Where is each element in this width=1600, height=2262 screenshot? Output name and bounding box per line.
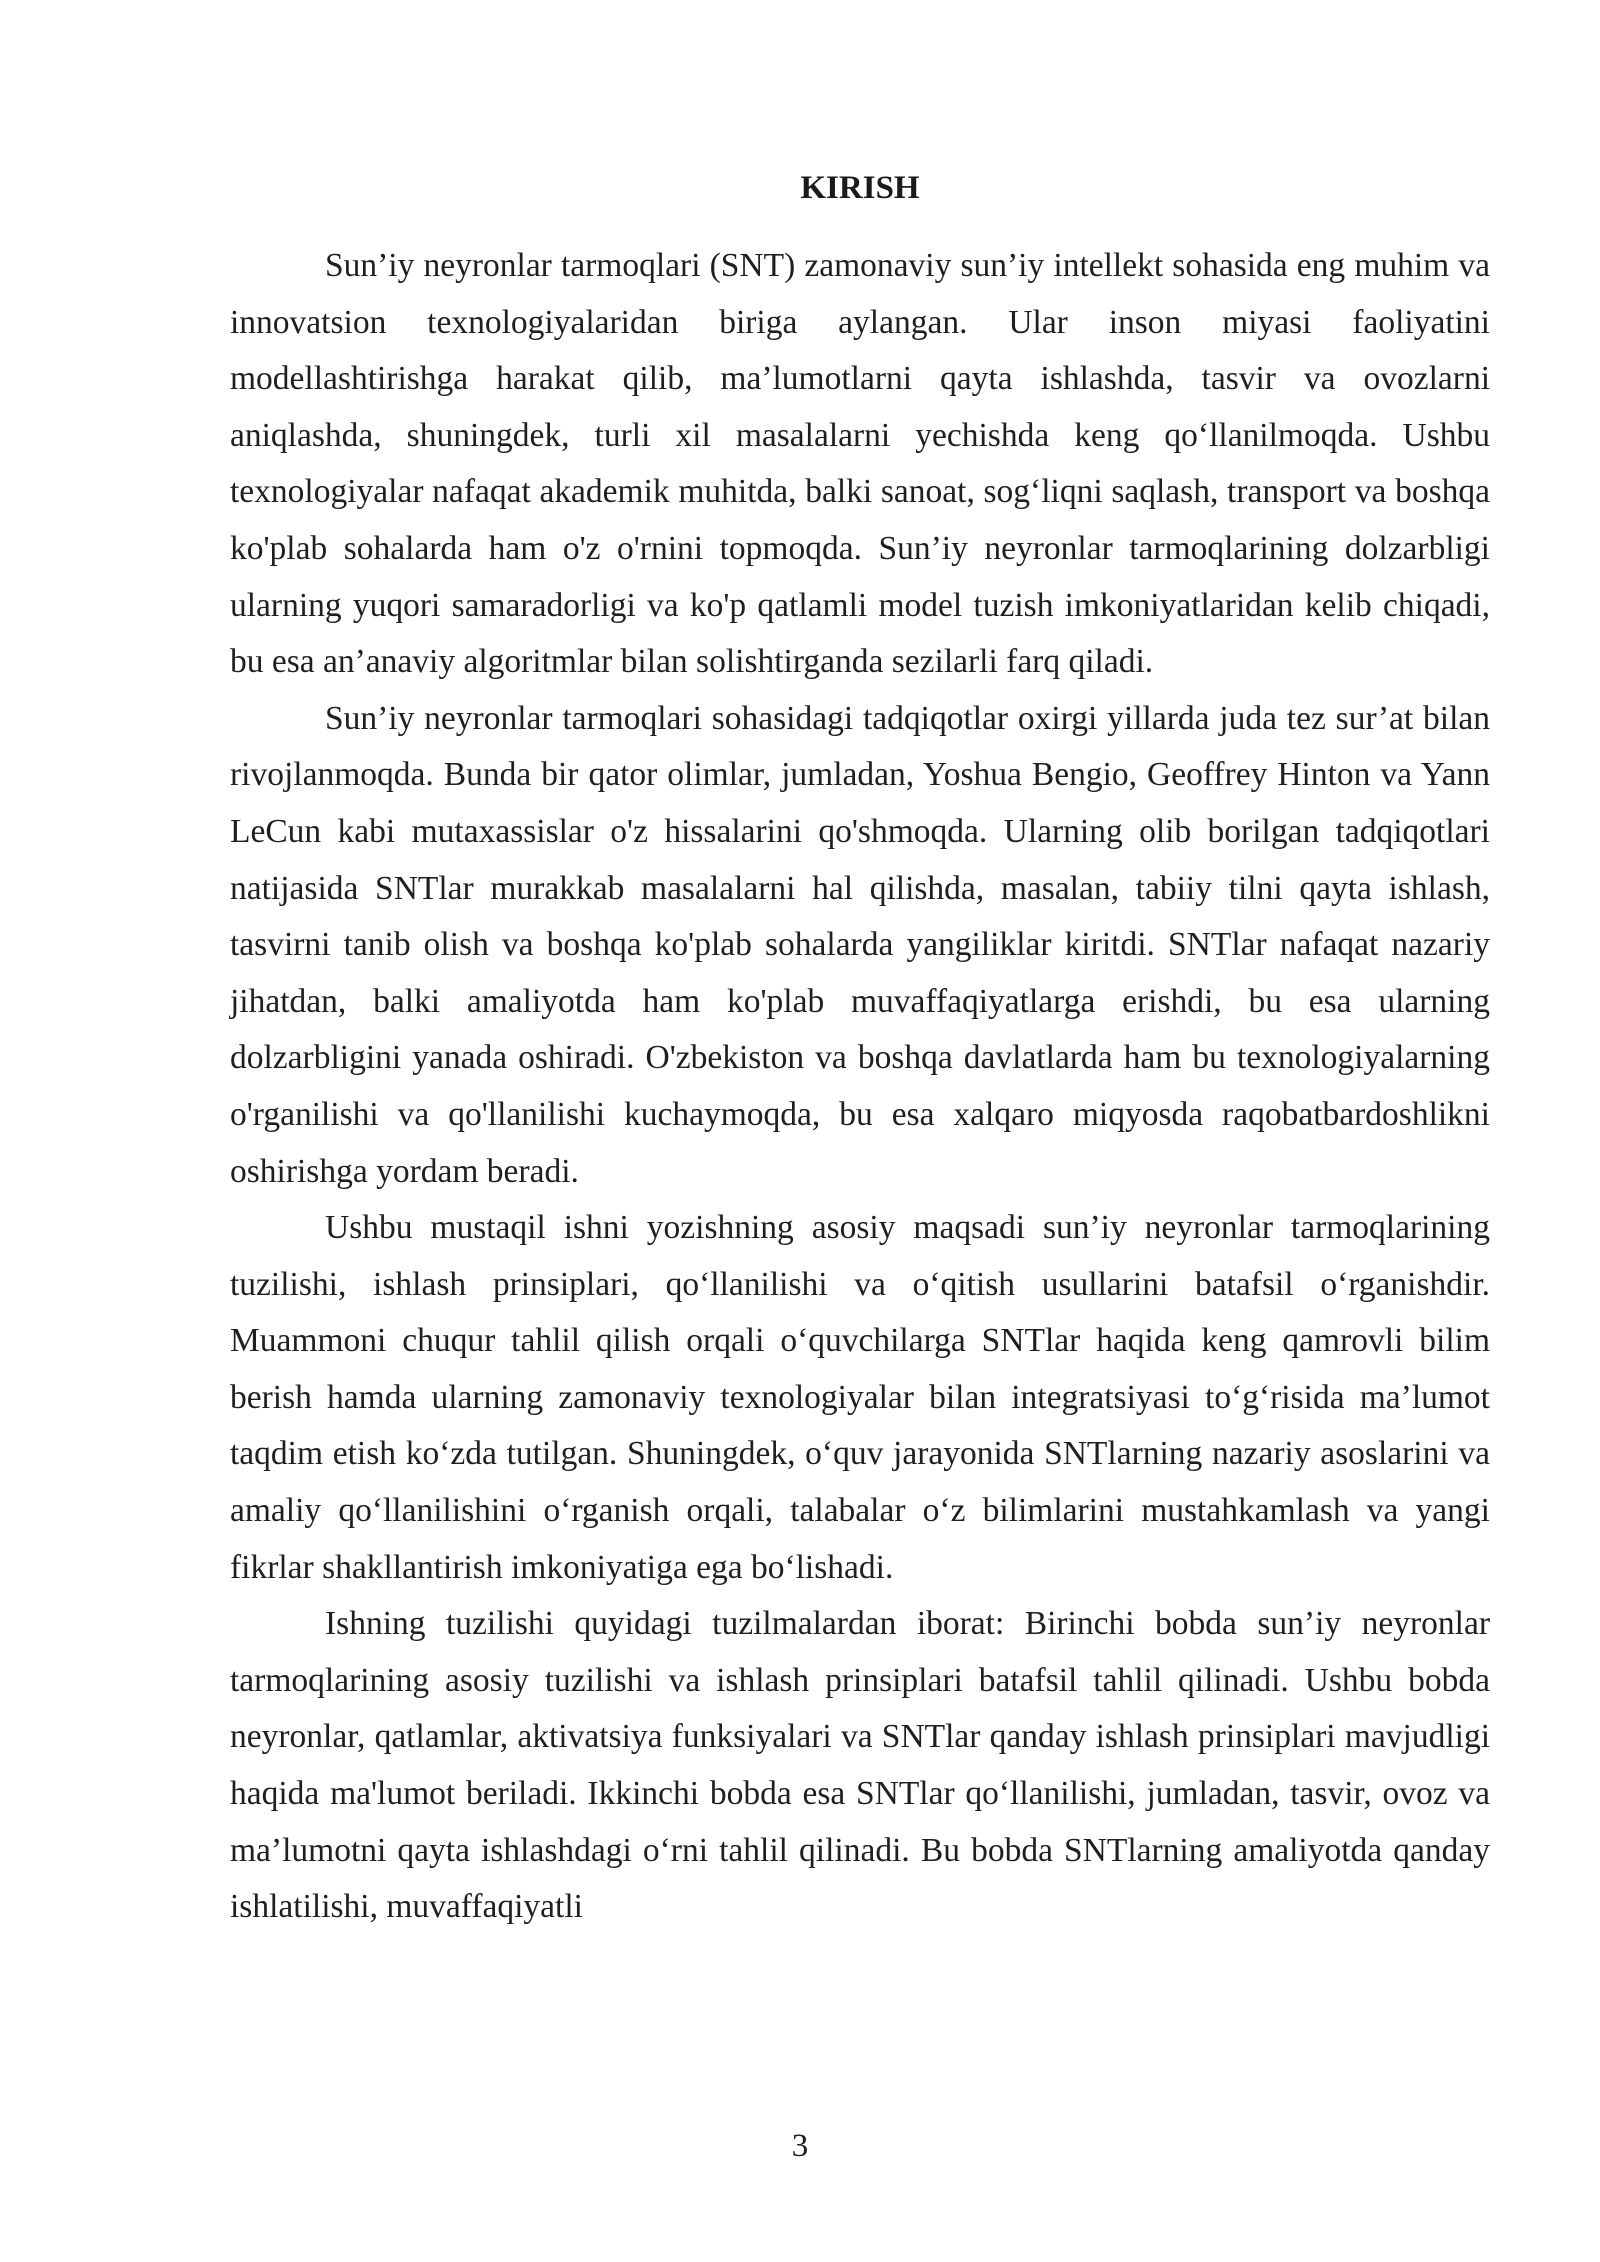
page-content bbox=[230, 160, 1490, 1936]
paragraph-goal: Ushbu mustaqil ishni yozishning asosiy maqsadi sun’iy neyronlar tarmoqlarining tuzilishi, ishlash prinsiplari, qo‘llanilishi va o‘qitish usullarini batafsil o‘rganishdir. Muammoni chuqur tahlil qilish orqali o‘quvchilarga SNTlar haqida keng qamrovli bilim berish hamda ularning zamonaviy texnologiyalar bilan integratsiyasi to‘g‘risida ma’lumot taqdim etish ko‘zda tutilgan. Shuningdek, o‘quv jarayonida SNTlarning nazariy asoslarini va amaliy qo‘llanilishini o‘rganish orqali, talabalar o‘z bilimlarini mustahkamlash va yangi fikrlar shakllantirish imkoniyatiga ega bo‘lishadi. bbox=[230, 1209, 1490, 1586]
page-number: 3 bbox=[791, 2128, 809, 2164]
paragraph-intro: Sun’iy neyronlar tarmoqlari (SNT) zamonaviy sun’iy intellekt sohasida eng muhim va innovatsion texnologiyalaridan biriga aylangan. Ular inson miyasi faoliyatini modellashtirishga harakat qilib, ma’lumotlarni qayta ishlashda, tasvir va ovozlarni aniqlashda, shuningdek, turli xil masalalarni yechishda keng qo‘llanilmoqda. Ushbu texnologiyalar nafaqat akademik muhitda, balki sanoat, sog‘liqni saqlash, transport va boshqa ko'plab sohalarda ham o'z o'rnini topmoqda. Sun’iy neyronlar tarmoqlarining dolzarbligi ularning yuqori samaradorligi va ko'p qatlamli model tuzish imkoniyatlaridan kelib chiqadi, bu esa an’anaviy algoritmlar bilan solishtirganda sezilarli farq qiladi. bbox=[230, 247, 1490, 681]
page-title: KIRISH bbox=[800, 170, 920, 206]
paragraph-research: Sun’iy neyronlar tarmoqlari sohasidagi tadqiqotlar oxirgi yillarda juda tez sur’at bilan rivojlanmoqda. Bunda bir qator olimlar, jumladan, Yoshua Bengio, Geoffrey Hinton va Yann LeCun kabi mutaxassislar o'z hissalarini qo'shmoqda. Ularning olib borilgan tadqiqotlari natijasida SNTlar murakkab masalalarni hal qilishda, masalan, tabiiy tilni qayta ishlash, tasvirni tanib olish va boshqa ko'plab sohalarda yangiliklar kiritdi. SNTlar nafaqat nazariy jihatdan, balki amaliyotda ham ko'plab muvaffaqiyatlarga erishdi, bu esa ularning dolzarbligini yanada oshiradi. O'zbekiston va boshqa davlatlarda ham bu texnologiyalarning o'rganilishi va qo'llanilishi kuchaymoqda, bu esa xalqaro miqyosda raqobatbardoshlikni oshirishga yordam beradi. bbox=[230, 699, 1490, 1190]
paragraph-structure: Ishning tuzilishi quyidagi tuzilmalardan iborat: Birinchi bobda sun’iy neyronlar tarmoqlarining asosiy tuzilishi va ishlash prinsiplari batafsil tahlil qilinadi. Ushbu bobda neyronlar, qatlamlar, aktivatsiya funksiyalari va SNTlar qanday ishlash prinsiplari mavjudligi haqida ma'lumot beriladi. Ikkinchi bobda esa SNTlar qo‘llanilishi, jumladan, tasvir, ovoz va ma’lumotni qayta ishlashdagi o‘rni tahlil qilinadi. Bu bobda SNTlarning amaliyotda qanday ishlatilishi, muvaffaqiyatli bbox=[230, 1605, 1490, 1926]
